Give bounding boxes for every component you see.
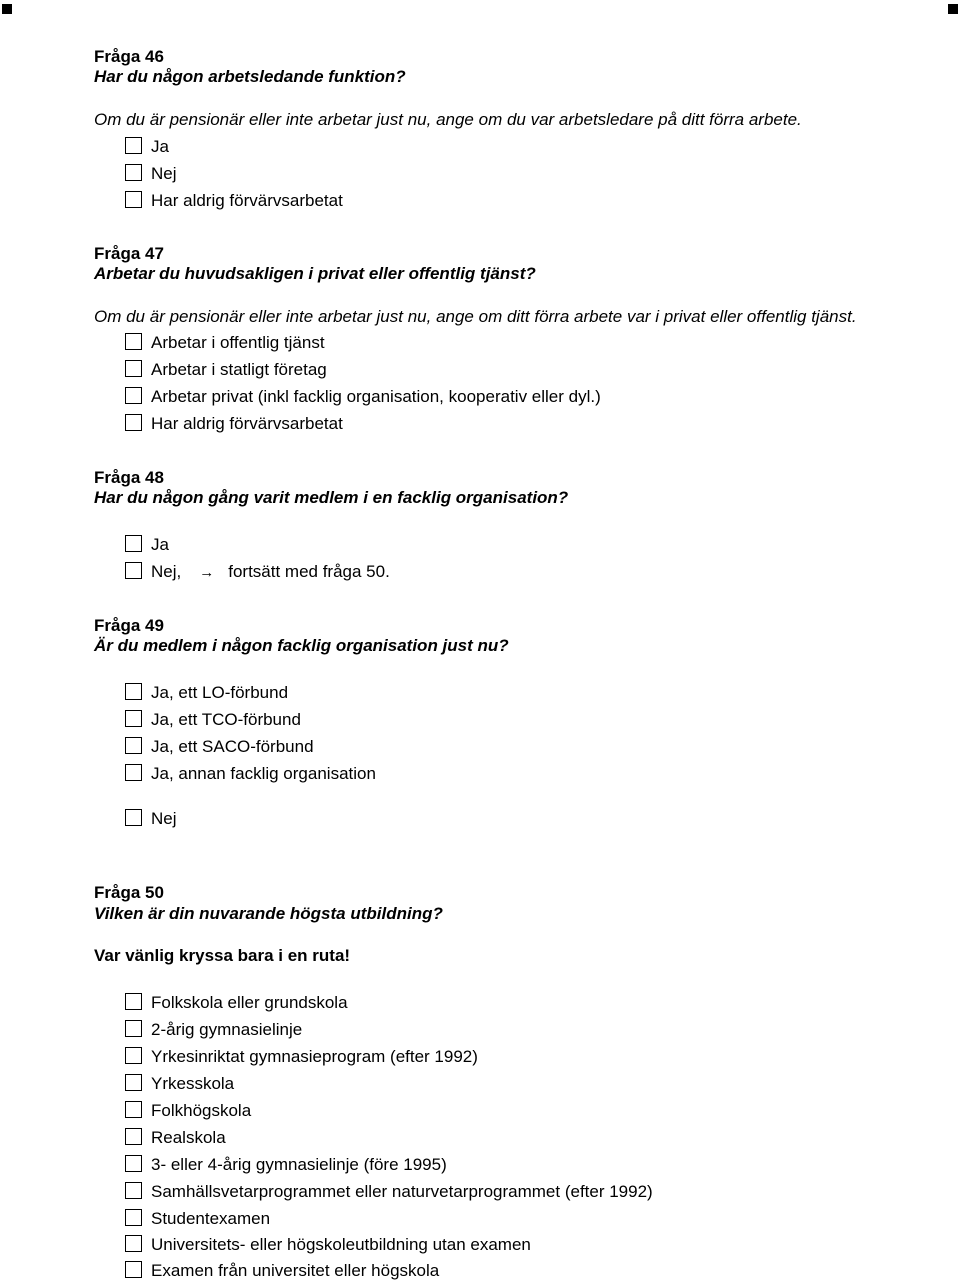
option-label: Examen från universitet eller högskola <box>151 1261 440 1280</box>
option-label-text: Nej, <box>151 562 182 581</box>
checkbox[interactable] <box>125 1261 142 1278</box>
option-label: 3- eller 4-årig gymnasielinje (före 1995) <box>151 1155 447 1174</box>
option-label: Universitets- eller högskoleutbildning utan examen <box>151 1235 531 1254</box>
option-label: Ja, annan facklig organisation <box>151 764 376 783</box>
checkbox[interactable] <box>125 333 142 350</box>
question-47-text: Arbetar du huvudsakligen i privat eller offentlig tjänst? <box>94 264 536 283</box>
option-label: Ja, ett SACO-förbund <box>151 737 314 756</box>
option-label: Arbetar privat (inkl facklig organisation, kooperativ eller dyl.) <box>151 387 601 406</box>
option-label <box>151 562 390 583</box>
checkbox[interactable] <box>125 387 142 404</box>
option-label: Folkhögskola <box>151 1101 252 1120</box>
checkbox[interactable] <box>125 1020 142 1037</box>
question-49-title: Fråga 49 <box>94 616 164 635</box>
option-label: Yrkesskola <box>151 1074 235 1093</box>
question-49-text: Är du medlem i någon facklig organisation just nu? <box>94 636 509 655</box>
question-50-text: Vilken är din nuvarande högsta utbildning? <box>94 904 443 923</box>
question-50-title: Fråga 50 <box>94 883 164 902</box>
option-label: Ja, ett TCO-förbund <box>151 710 301 729</box>
option-label: Har aldrig förvärvsarbetat <box>151 414 343 433</box>
question-46-note: Om du är pensionär eller inte arbetar just nu, ange om du var arbetsledare på ditt förra arbete. <box>94 110 802 129</box>
checkbox[interactable] <box>125 164 142 181</box>
checkbox[interactable] <box>125 1155 142 1172</box>
checkbox[interactable] <box>125 737 142 754</box>
arrow-right-icon: → <box>199 564 215 581</box>
checkbox[interactable] <box>125 710 142 727</box>
question-47-note: Om du är pensionär eller inte arbetar just nu, ange om ditt förra arbete var i privat eller offentlig tjänst. <box>94 307 857 326</box>
checkbox[interactable] <box>125 1209 142 1226</box>
option-label: Ja, ett LO-förbund <box>151 683 289 702</box>
checkbox[interactable] <box>125 683 142 700</box>
option-label: Arbetar i statligt företag <box>151 360 327 379</box>
option-label: Samhällsvetarprogrammet eller naturvetarprogrammet (efter 1992) <box>151 1182 653 1201</box>
checkbox[interactable] <box>125 809 142 826</box>
checkbox[interactable] <box>125 1101 142 1118</box>
option-label: Har aldrig förvärvsarbetat <box>151 191 343 210</box>
checkbox[interactable] <box>125 1235 142 1252</box>
question-47-title: Fråga 47 <box>94 244 164 263</box>
checkbox[interactable] <box>125 1182 142 1199</box>
question-50-instruction: Var vänlig kryssa bara i en ruta! <box>94 946 351 965</box>
checkbox[interactable] <box>125 360 142 377</box>
option-label: 2-årig gymnasielinje <box>151 1020 303 1039</box>
option-label: Yrkesinriktat gymnasieprogram (efter 1992) <box>151 1047 478 1066</box>
option-label: Ja <box>151 535 169 554</box>
checkbox[interactable] <box>125 137 142 154</box>
option-label: Folkskola eller grundskola <box>151 993 348 1012</box>
checkbox[interactable] <box>125 1047 142 1064</box>
checkbox[interactable] <box>125 562 142 579</box>
option-label: Studentexamen <box>151 1209 271 1228</box>
registration-mark-right <box>948 4 958 14</box>
option-label: Ja <box>151 137 169 156</box>
registration-mark-left <box>2 4 12 14</box>
option-label: Arbetar i offentlig tjänst <box>151 333 325 352</box>
question-48-text: Har du någon gång varit medlem i en facklig organisation? <box>94 488 569 507</box>
checkbox[interactable] <box>125 191 142 208</box>
skip-instruction: fortsätt med fråga 50. <box>228 562 390 581</box>
option-label: Nej <box>151 164 177 183</box>
checkbox[interactable] <box>125 414 142 431</box>
option-label: Nej <box>151 809 177 828</box>
question-48-title: Fråga 48 <box>94 468 164 487</box>
checkbox[interactable] <box>125 993 142 1010</box>
checkbox[interactable] <box>125 1074 142 1091</box>
checkbox[interactable] <box>125 764 142 781</box>
checkbox[interactable] <box>125 535 142 552</box>
question-46-title: Fråga 46 <box>94 47 164 66</box>
option-label: Realskola <box>151 1128 226 1147</box>
checkbox[interactable] <box>125 1128 142 1145</box>
question-46-text: Har du någon arbetsledande funktion? <box>94 67 406 86</box>
